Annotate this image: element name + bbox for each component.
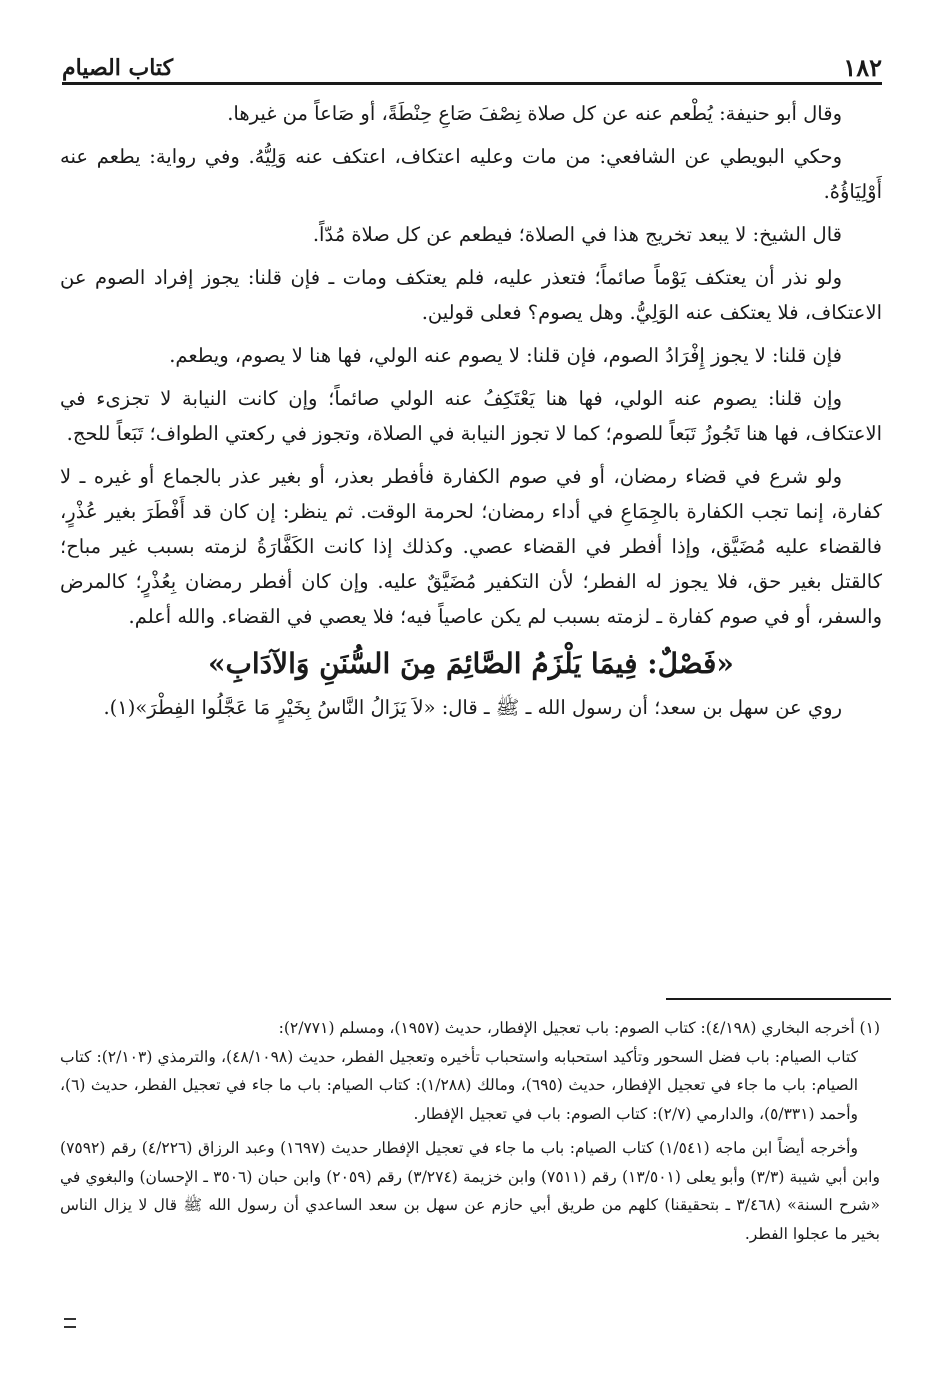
margin-mark — [64, 1318, 76, 1328]
paragraph: وحكي البويطي عن الشافعي: من مات وعليه اعتكاف، اعتكف عنه وَلِيُّهُ. وفي رواية: يطعم عنه أَوْلِيَاؤُهُ. — [60, 145, 882, 203]
footnotes — [60, 1014, 880, 1248]
paragraph: وقال أبو حنيفة: يُطْعم عنه عن كل صلاة نِصْفَ صَاعِ حِنْطَةً، أو صَاعاً من غيرها. — [227, 102, 842, 125]
footnote-separator — [666, 998, 891, 1000]
section-heading: «فَصْلٌ: فِيمَا يَلْزَمُ الصَّائِمَ مِنَ السُّنَنِ وَالآدَابِ» — [208, 647, 734, 680]
hadith-paragraph: روي عن سهل بن سعد؛ أن رسول الله ـ ﷺ ـ قال: «لاَ يَزَالُ النَّاسُ بِخَيْرٍ مَا عَجَّلُوا الفِطْرَ»(١). — [103, 696, 842, 719]
paragraph: ولو نذر أن يعتكف يَوْماً صائماً؛ فتعذر عليه، فلم يعتكف ومات ـ فإن قلنا: يجوز إفراد الصوم عن الاعتكاف، فلا يعتكف عنه الوَلِيُّ. وهل يصوم؟ فعلى قولين. — [60, 266, 882, 324]
footnote-2: وأخرجه أيضاً ابن ماجه (١/٥٤١) كتاب الصيام: باب ما جاء في تعجيل الإفطار حديث (١٦٩٧) وعبد الرزاق (٤/٢٢٦) رقم (٧٥٩٢) وابن أبي شيبة (٣/٣) وأبو يعلى (١٣/٥٠١) رقم (٧٥١١) وابن خزيمة (٣/٢٧٤) رقم (٢٠٥٩) وابن حبان (٣٥٠٦ ـ الإحسان) والبغوي في «شرح السنة» (٣/٤٦٨ ـ بتحقيقنا) كلهم من طريق أبي حازم عن سهل بن سعد الساعدي أن رسول الله ﷺ قال لا يزال الناس بخير ما عجلوا الفطر. — [60, 1139, 880, 1243]
paragraph: فإن قلنا: لا يجوز إِفْرَادُ الصوم، فإن قلنا: لا يصوم عنه الولي، فها هنا لا يصوم، ويطعم. — [169, 344, 842, 367]
main-text — [60, 96, 882, 733]
paragraph: ولو شرع في قضاء رمضان، أو في صوم الكفارة فأفطر بعذر، أو بغير عذر بالجماع أو غيره ـ لا كفارة، إنما تجب الكفارة بالجِمَاعِ في أداء رمضان؛ لحرمة الوقت. ثم ينظر: إن كان قد أَفْطَرَ بغير عُذْرٍ، فالقضاء عليه مُضَيَّق، وإذا أفطر في القضاء عصي. وكذلك إذا كانت الكَفَّارَةُ لزمته بسبب غير مباح؛ كالقتل بغير حق، فلا يجوز له الفطر؛ لأن التكفير مُضَيَّقٌ عليه. وإن كان أفطر رمضان بِعُذْرٍ؛ كالمرض والسفر، أو في صوم كفارة ـ لزمته بسبب لم يكن عاصياً فيه؛ فلا يعصي في القضاء. والله أعلم. — [60, 465, 882, 628]
paragraph: قال الشيخ: لا يبعد تخريج هذا في الصلاة؛ فيطعم عن كل صلاة مُدّاً. — [312, 223, 842, 246]
running-title: كتاب الصيام — [62, 55, 174, 81]
paragraph: وإن قلنا: يصوم عنه الولي، فها هنا يَعْتَكِفُ عنه الولي صائماً؛ وإن كانت النيابة لا تجزىء في الاعتكاف، فها هنا تَجُوزُ تَبَعاً للصوم؛ كما لا تجوز النيابة في الصلاة، وتجوز في ركعتي الطواف؛ تَبَعاً للحج. — [60, 387, 882, 445]
footnote-1-lead: (١) أخرجه البخاري (٤/١٩٨): كتاب الصوم: باب تعجيل الإفطار، حديث (١٩٥٧)، ومسلم (٢/٧٧١): — [278, 1019, 880, 1037]
footnote-1-continuation: كتاب الصيام: باب فضل السحور وتأكيد استحبابه واستحباب تأخيره وتعجيل الفطر، حديث (٤٨/١٠٩٨)، والترمذي (٢/١٠٣): كتاب الصيام: باب ما جاء في تعجيل الإفطار، حديث (٦٩٥)، ومالك (١/٢٨٨): كتاب الصيام: باب ما جاء في تعجيل الفطر، حديث (٦)، وأحمد (٥/٣٣١)، والدارمي (٢/٧): كتاب الصوم: باب في تعجيل الإفطار. — [60, 1047, 859, 1123]
page-number: ١٨٢ — [843, 53, 882, 82]
page-header — [62, 52, 882, 85]
